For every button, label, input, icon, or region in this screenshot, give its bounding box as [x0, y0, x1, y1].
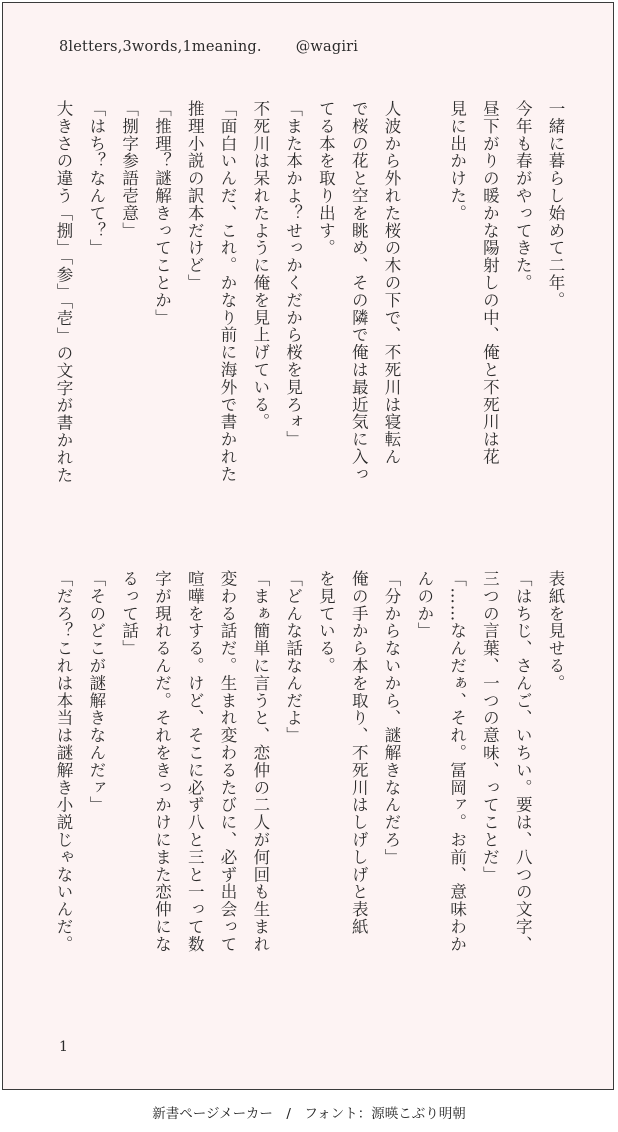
- text-line: 人波から外れた桜の木の下で、不死川は寝転ん: [382, 100, 402, 466]
- text-line: [407, 100, 440, 530]
- text-line: 見に出かけた。: [447, 100, 467, 222]
- text-line: 一緒に暮らし始めて二年。: [546, 100, 565, 309]
- text-line: 三つの言葉、一つの意味、ってことだ」: [480, 570, 500, 884]
- text-line: 「捌字参語壱意」: [119, 100, 139, 240]
- text-line: 「まぁ簡単に言うと、恋仲の二人が何回も生まれ: [250, 570, 270, 953]
- text-line: 「……なんだぁ、それ。冨岡ァ。お前、意味わか: [447, 570, 467, 953]
- text-line: 変わる話だ。生まれ変わるたびに、必ず出会って: [218, 570, 238, 953]
- text-block-upper: [54, 100, 571, 530]
- manuscript-page: [2, 2, 614, 1090]
- text-line: んのか」: [414, 570, 434, 640]
- text-line: 「面白いんだ、これ。かなり前に海外で書かれた: [218, 100, 238, 483]
- text-line: 「そのどこが謎解きなんだァ」: [86, 570, 106, 814]
- text-line: 今年も春がやってきた。: [513, 100, 533, 292]
- text-line: 「はち？なんて？」: [86, 100, 106, 257]
- text-line: で桜の花と空を眺め、その隣で俺は最近気に入っ: [349, 100, 369, 483]
- text-line: 「推理？謎解きってことか」: [152, 100, 172, 327]
- text-line: 「だろ？これは本当は謎解き小説じゃないんだ。: [54, 570, 74, 953]
- footer-credit: 新書ページメーカー / フォント：源暎こぶり明朝: [152, 1106, 466, 1122]
- page-number: 1: [59, 1039, 68, 1055]
- header-title: 8letters,3words,1meaning.: [59, 39, 262, 55]
- text-line: 字が現れるんだ。それをきっかけにまた恋仲にな: [152, 570, 172, 953]
- text-line: てる本を取り出す。: [316, 100, 336, 257]
- text-line: 表紙を見せる。: [546, 570, 565, 692]
- author-handle: @wagiri: [295, 39, 359, 55]
- text-line: 昼下がりの暖かな陽射しの中、俺と不死川は花: [480, 100, 500, 466]
- text-line: 大きさの違う「捌」「参」「壱」の文字が書かれた: [54, 100, 74, 484]
- text-line: 不死川は呆れたように俺を見上げている。: [250, 100, 270, 431]
- text-line: 俺の手から本を取り、不死川はしげしげと表紙: [349, 570, 369, 936]
- text-line: 喧嘩をする。けど、そこに必ず八と三と一って数: [185, 570, 205, 953]
- text-block-lower: [54, 570, 571, 1000]
- text-line: 「はちじ、さんご、いちい。要は、八つの文字、: [513, 570, 533, 953]
- text-line: 「分からないから、謎解きなんだろ」: [382, 570, 402, 866]
- text-line: 「どんな話なんだよ」: [283, 570, 303, 744]
- text-line: るって話」: [119, 570, 139, 657]
- text-line: 「また本かよ？せっかくだから桜を見ろォ」: [283, 100, 303, 448]
- text-line: を見ている。: [316, 570, 336, 675]
- page-header: [59, 39, 358, 55]
- text-line: 推理小説の訳本だけど」: [185, 100, 205, 292]
